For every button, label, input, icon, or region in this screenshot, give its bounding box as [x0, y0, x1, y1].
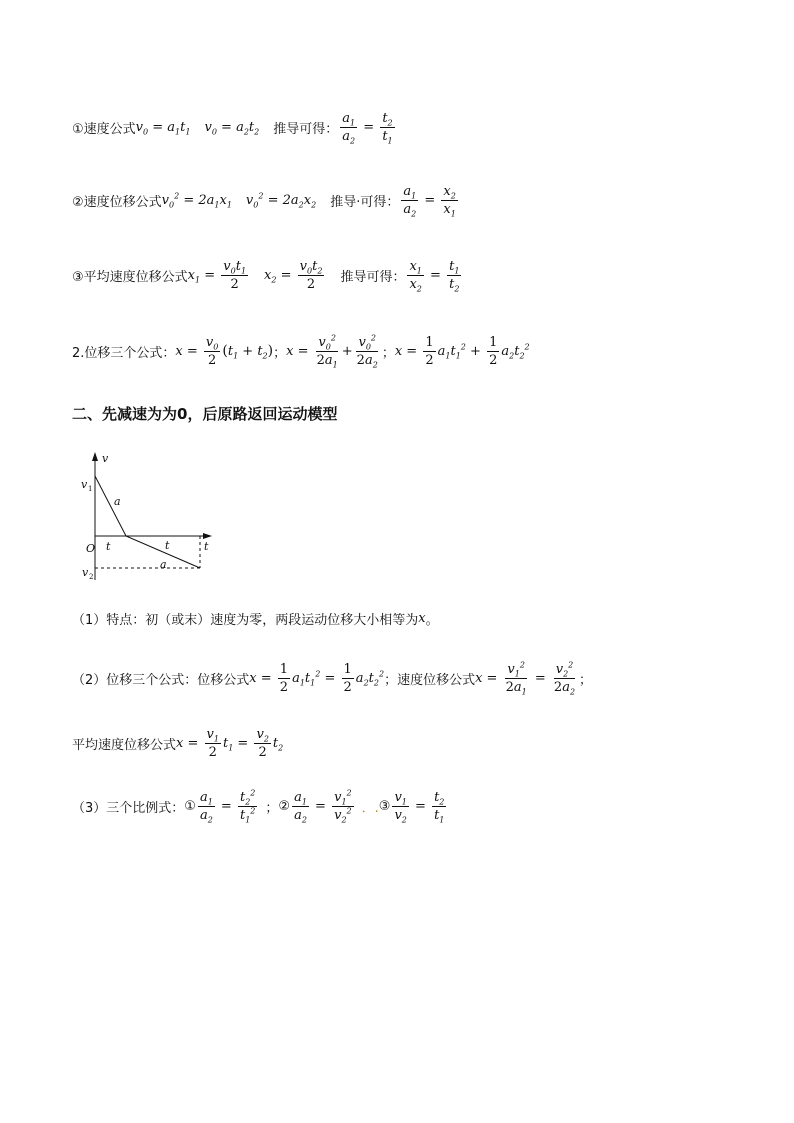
eq-x-half-at2: x = $\frac{1}{2}$ $a_1t_1^2$ = $\frac{1}{2}$ $a_2t_2^2$ — [249, 662, 385, 695]
ratio-a-vsq: $\frac{a_1}{a_2}$ = $\frac{v_1^2}{v_2^2}$ — [294, 788, 352, 825]
paragraph-2 — [72, 661, 592, 696]
circle-1: ① — [184, 799, 196, 814]
velocity-displacement-lead: ；速度位移公式 — [384, 673, 476, 688]
average-velocity-label: ③平均速度位移公式 — [72, 270, 188, 285]
eq-v0-a2t2: $v_0 = a_2t_2$ — [204, 120, 260, 137]
eq-x-vsq: x = $\frac{v_0^2}{2a_1}$ + $\frac{v_0^2}{2a_2}$ — [286, 333, 378, 370]
average-velocity-lead: 平均速度位移公式 — [72, 738, 177, 753]
formula-line-3 — [72, 258, 463, 293]
paragraph-3 — [72, 789, 448, 824]
eq-v0sq-2a1x1: $v_0^2 = 2a_1x_1$ — [161, 191, 232, 210]
ratio-a-tsq: $\frac{a_1}{a_2}$ = $\frac{t_2^2}{t_1^2}$ — [199, 788, 256, 825]
eq-x-vsq-2a: x = $\frac{v_1^2}{2a_1}$ = $\frac{v_2^2}{2a_2}$ — [475, 660, 576, 697]
feature-text: （1）特点：初（或末）速度为零，两段运动位移大小相等为 — [72, 613, 419, 628]
v1-label: v — [81, 478, 88, 491]
svg-text:2: 2 — [89, 573, 94, 581]
eq-x-at2: x = $\frac{1}{2}$ $a_1t_1^2$ + $\frac{1}{2}$ $a_2t_2^2$ — [394, 335, 530, 368]
x-symbol: x — [418, 611, 426, 626]
eq-x-vt-half: x = $\frac{v_1}{2}$ $t_1$ = $\frac{v_2}{2}$ $t_2$ — [176, 727, 284, 760]
ratio-v-t: $\frac{v_1}{v_2}$ = $\frac{t_2}{t_1}$ — [394, 790, 445, 825]
derive-label: 推导·可得： — [330, 195, 400, 210]
a-upper-label: a — [114, 495, 121, 508]
ratio-a-x: $\frac{a_1}{a_2}$ = $\frac{x_2}{x_1}$ — [403, 184, 456, 219]
velocity-time-graph — [78, 448, 228, 588]
v-axis-label: v — [102, 452, 109, 465]
derive-label: 推导可得： — [273, 122, 339, 137]
separator: ； — [381, 346, 395, 361]
ratio-a-t: $\frac{a_1}{a_2}$ = $\frac{t_2}{t_1}$ — [342, 111, 393, 146]
section-heading: 二、先减速为为0，后原路返回运动模型 — [72, 405, 338, 423]
origin-label: O — [86, 542, 96, 555]
circle-2: ② — [278, 799, 291, 814]
t-right-label: t — [165, 539, 170, 552]
separator: ； — [273, 346, 287, 361]
circle-3: ③ — [378, 799, 391, 814]
formula-line-4 — [72, 334, 530, 369]
ratio-lead: （3）三个比例式： — [72, 801, 185, 816]
separator: ； — [265, 801, 279, 816]
t-axis-label: t — [204, 540, 209, 553]
period: 。 — [425, 613, 439, 628]
velocity-displacement-label: ②速度位移公式 — [72, 195, 162, 210]
eq-x2: $x_2$ = $\frac{v_0t_2}{2}$ — [264, 259, 323, 292]
velocity-formula-label: ①速度公式 — [72, 122, 136, 137]
separator: ； — [579, 673, 593, 688]
v2-label: v — [82, 566, 89, 579]
derive-label: 推导可得： — [340, 270, 406, 285]
eq-x-avg: x = $\frac{v_0}{2}$ $(t_1 + t_2)$ — [175, 335, 274, 368]
eq-v0-a1t1: $v_0 = a_1t_1$ — [135, 120, 191, 137]
eq-x1: $x_1$ = $\frac{v_0t_1}{2}$ — [187, 259, 247, 292]
three-displacement-label: 2.位移三个公式： — [72, 346, 176, 361]
formula-line-1 — [72, 110, 397, 145]
a-lower-label: a — [160, 558, 167, 571]
paragraph-2b — [72, 726, 283, 761]
separator: ．. — [361, 801, 379, 816]
svg-text:1: 1 — [88, 485, 93, 493]
ratio-x-t: $\frac{x_1}{x_2}$ = $\frac{t_1}{t_2}$ — [409, 259, 460, 294]
paragraph-1 — [72, 609, 439, 628]
t-left-label: t — [106, 540, 111, 553]
formula-line-2 — [72, 183, 460, 218]
eq-v0sq-2a2x2: $v_0^2 = 2a_2x_2$ — [245, 191, 317, 210]
displacement-formula-lead: （2）位移三个公式：位移公式 — [72, 673, 250, 688]
